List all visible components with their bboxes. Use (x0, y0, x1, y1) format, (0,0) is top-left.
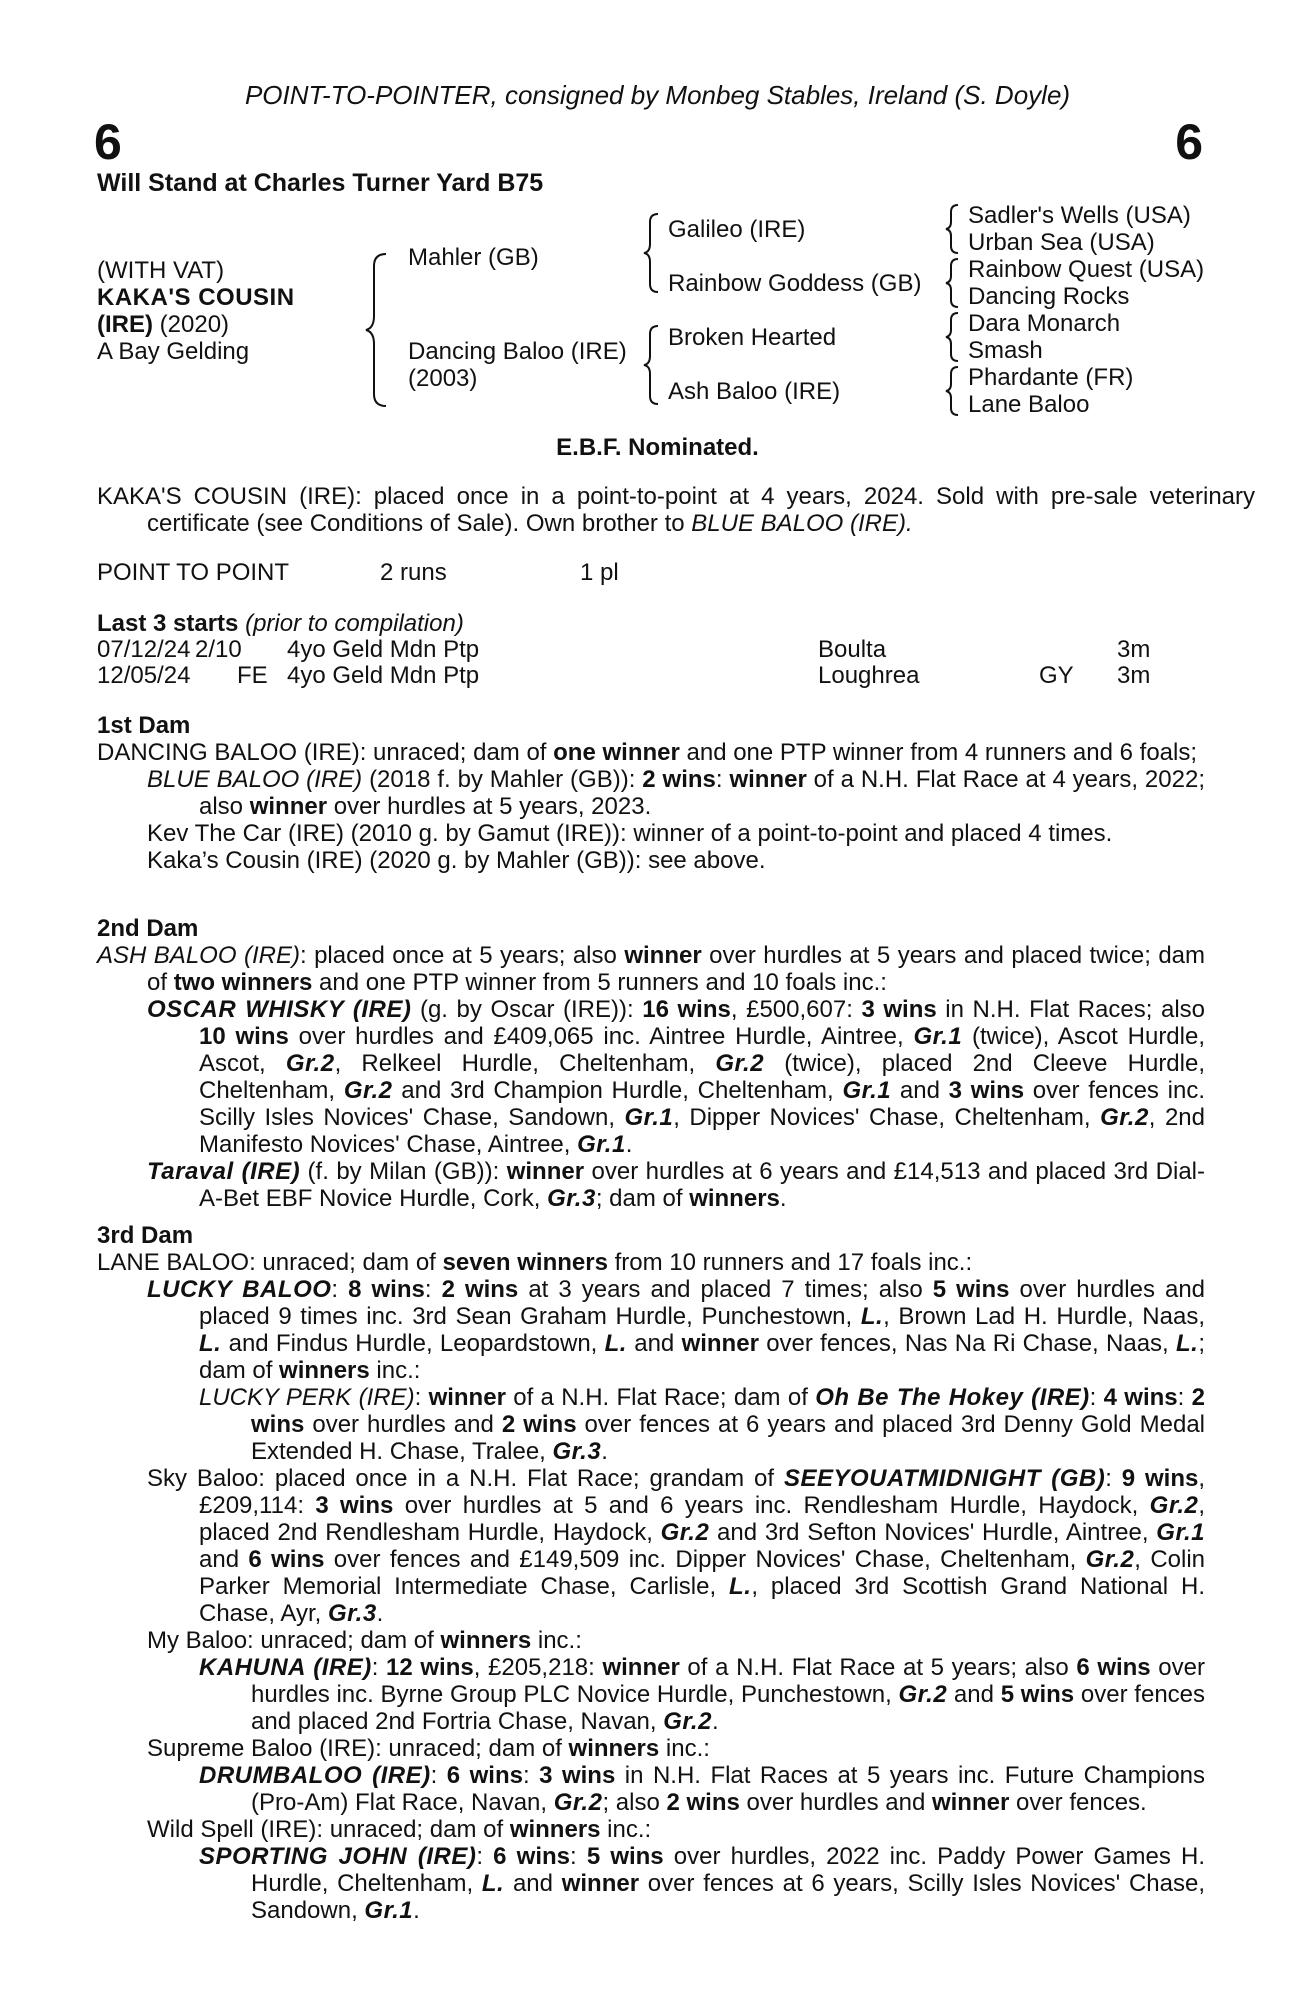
pedigree-dam-year: (2003) (408, 365, 478, 392)
third-dam-produce-supreme-baloo: Supreme Baloo (IRE): unraced; dam of winners inc.: (147, 1735, 710, 1762)
third-dam-title: 3rd Dam (97, 1222, 194, 1249)
pedigree-brace-dam (642, 322, 664, 407)
second-dam-summary: ASH BALOO (IRE): placed once at 5 years; also winner over hurdles at 5 years and placed twice; dam of two winners and one PTP winner from 5 runners and 10 foals inc.: (97, 942, 1206, 996)
ebf-nominated: E.B.F. Nominated. (556, 434, 759, 461)
lot-number-right: 6 (1175, 114, 1203, 170)
last-starts-heading: Last 3 starts (prior to compilation) (97, 610, 464, 637)
third-dam-summary: LANE BALOO: unraced; dam of seven winners from 10 runners and 17 foals inc.: (97, 1249, 973, 1276)
horse-description: A Bay Gelding (97, 338, 250, 365)
pedigree-sire-dam: Rainbow Goddess (GB) (668, 270, 922, 297)
pedigree-brace-dd (944, 364, 964, 418)
pedigree-brace-sire (642, 210, 664, 295)
third-dam-produce-sky-baloo: Sky Baloo: placed once in a N.H. Flat Race; grandam of SEEYOUATMIDNIGHT (GB): 9 wins, £209,114: 3 wins over hurdles at 5 and 6 years inc. Rendlesham Hurdle, Haydock, Gr.2, placed 2nd Rendlesham Hurdle, Haydock, Gr.2 and 3rd Sefton Novices' Hurdle, Aintree, Gr.1 and 6 wins over fences and £149,509 inc. Dipper Novices' Chase, Cheltenham, Gr.2, Colin Parker Memorial Intermediate Chase, Carlisle, L., placed 3rd Scottish Grand National H. Chase, Ayr, Gr.3. (147, 1465, 1206, 1627)
pedigree-brace-gen1 (364, 250, 394, 410)
start-row-1-pos: 2/10 (195, 636, 242, 663)
consignor-line: POINT-TO-POINTER, consigned by Monbeg Stables, Ireland (S. Doyle) (244, 80, 1071, 110)
pedigree-dam-sire: Broken Hearted (668, 324, 837, 351)
start-row-1-distance: 3m (1117, 636, 1151, 663)
horse-summary: KAKA'S COUSIN (IRE): placed once in a point-to-point at 4 years, 2024. Sold with pre-sale veterinary certificate (see Conditions of Sale). Own brother to BLUE BALOO (IRE). (97, 483, 1255, 537)
record-label: POINT TO POINT (97, 559, 290, 586)
pedigree-dam-dam: Ash Baloo (IRE) (668, 378, 841, 405)
third-dam-produce-lucky-baloo: LUCKY BALOO: 8 wins: 2 wins at 3 years and placed 7 times; also 5 wins over hurdles and placed 9 times inc. 3rd Sean Graham Hurdle, Punchestown, L., Brown Lad H. Hurdle, Naas, L. and Findus Hurdle, Leopardstown, L. and winner over fences, Nas Na Ri Chase, Naas, L.; dam of winners inc.: (147, 1276, 1206, 1384)
pedigree-dds: Phardante (FR) (968, 364, 1134, 391)
pedigree-brace-ss (944, 202, 964, 256)
second-dam-produce-1: OSCAR WHISKY (IRE) (g. by Oscar (IRE)): 16 wins, £500,607: 3 wins in N.H. Flat Races; also 10 wins over hurdles and £409,065 inc. Aintree Hurdle, Aintree, Gr.1 (twice), Ascot Hurdle, Ascot, Gr.2, Relkeel Hurdle, Cheltenham, Gr.2 (twice), placed 2nd Cleeve Hurdle, Cheltenham, Gr.2 and 3rd Champion Hurdle, Cheltenham, Gr.1 and 3 wins over fences inc. Scilly Isles Novices' Chase, Sandown, Gr.1, Dipper Novices' Chase, Cheltenham, Gr.2, 2nd Manifesto Novices' Chase, Aintree, Gr.1. (147, 996, 1206, 1158)
pedigree-dsd: Smash (968, 337, 1043, 364)
pedigree-ddd: Lane Baloo (968, 391, 1090, 418)
horse-country-year (97, 311, 229, 338)
first-dam-produce-3: Kaka’s Cousin (IRE) (2020 g. by Mahler (GB)): see above. (147, 847, 766, 874)
start-row-2-date: 12/05/24 (97, 662, 191, 689)
second-dam-produce-2: Taraval (IRE) (f. by Milan (GB)): winner over hurdles at 6 years and £14,513 and placed 3rd Dial-A-Bet EBF Novice Hurdle, Cork, Gr.3; dam of winners. (147, 1158, 1206, 1212)
record-runs: 2 runs (380, 559, 447, 586)
third-dam-produce-lucky-perk: LUCKY PERK (IRE): winner of a N.H. Flat Race; dam of Oh Be The Hokey (IRE): 4 wins: 2 wins over hurdles and 2 wins over fences at 6 years and placed 3rd Denny Gold Medal Extended H. Chase, Tralee, Gr.3. (199, 1384, 1206, 1465)
start-row-2-pos: FE (237, 662, 268, 689)
start-row-2-race: 4yo Geld Mdn Ptp (287, 662, 480, 689)
vat-note: (WITH VAT) (97, 257, 225, 284)
horse-name: KAKA'S COUSIN (97, 284, 295, 311)
start-row-1-race: 4yo Geld Mdn Ptp (287, 636, 480, 663)
start-row-1-course: Boulta (818, 636, 887, 663)
pedigree-sdd: Dancing Rocks (968, 283, 1130, 310)
brother-name: BLUE BALOO (IRE). (691, 510, 913, 537)
third-dam-produce-wild-spell: Wild Spell (IRE): unraced; dam of winners inc.: (147, 1816, 652, 1843)
horse-country: (IRE) (97, 311, 153, 338)
third-dam-produce-my-baloo: My Baloo: unraced; dam of winners inc.: (147, 1627, 582, 1654)
third-dam-section (97, 1222, 1205, 1924)
pedigree-dam: Dancing Baloo (IRE) (408, 338, 627, 365)
first-dam-produce-1: BLUE BALOO (IRE) (2018 f. by Mahler (GB)): 2 wins: winner of a N.H. Flat Race at 4 years, 2022; also winner over hurdles at 5 years, 2023. (147, 766, 1205, 820)
start-row-2-course: Loughrea (818, 662, 920, 689)
pedigree-brace-ds (944, 310, 964, 364)
start-row-1-date: 07/12/24 (97, 636, 191, 663)
first-dam-section (97, 712, 1205, 874)
pedigree-ssd: Urban Sea (USA) (968, 229, 1155, 256)
pedigree-dss: Dara Monarch (968, 310, 1121, 337)
record-placed: 1 pl (580, 559, 619, 586)
third-dam-produce-sporting-john: SPORTING JOHN (IRE): 6 wins: 5 wins over hurdles, 2022 inc. Paddy Power Games H. Hurdle, Cheltenham, L. and winner over fences at 6 years, Scilly Isles Novices' Chase, Sandown, Gr.1. (199, 1843, 1206, 1924)
horse-year: (2020) (153, 311, 230, 338)
first-dam-summary: DANCING BALOO (IRE): unraced; dam of one winner and one PTP winner from 4 runners and 6 foals; (97, 739, 1198, 766)
stand-location: Will Stand at Charles Turner Yard B75 (97, 169, 544, 197)
second-dam-title: 2nd Dam (97, 915, 199, 942)
second-dam-section (97, 915, 1205, 1212)
pedigree-sds: Rainbow Quest (USA) (968, 256, 1205, 283)
lot-number-left: 6 (94, 114, 122, 170)
pedigree-brace-sd (944, 256, 964, 310)
pedigree-sire-sire: Galileo (IRE) (668, 216, 806, 243)
pedigree-sss: Sadler's Wells (USA) (968, 202, 1191, 229)
start-row-2-distance: 3m (1117, 662, 1151, 689)
third-dam-produce-kahuna: KAHUNA (IRE): 12 wins, £205,218: winner of a N.H. Flat Race at 5 years; also 6 wins over hurdles inc. Byrne Group PLC Novice Hurdle, Punchestown, Gr.2 and 5 wins over fences and placed 2nd Fortria Chase, Navan, Gr.2. (199, 1654, 1206, 1735)
first-dam-produce-2: Kev The Car (IRE) (2010 g. by Gamut (IRE)): winner of a point-to-point and placed 4 times. (147, 820, 1113, 847)
third-dam-produce-drumbaloo: DRUMBALOO (IRE): 6 wins: 3 wins in N.H. Flat Races at 5 years inc. Future Champions (Pro-Am) Flat Race, Navan, Gr.2; also 2 wins over hurdles and winner over fences. (199, 1762, 1206, 1816)
pedigree-sire: Mahler (GB) (408, 244, 539, 271)
start-row-2-going: GY (1039, 662, 1074, 689)
first-dam-title: 1st Dam (97, 712, 191, 739)
